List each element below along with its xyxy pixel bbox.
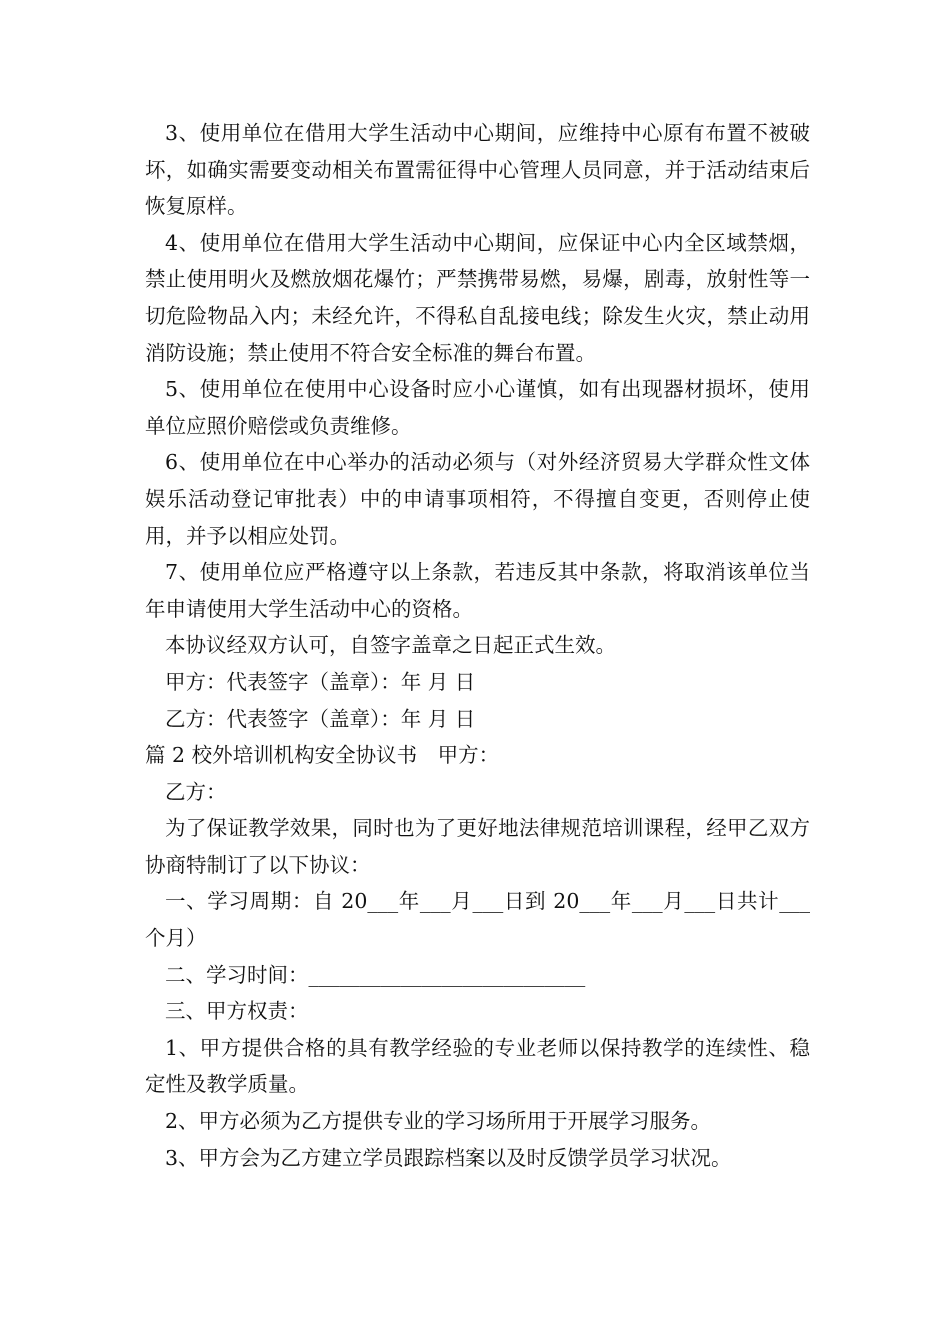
paragraph-study-period: 一、学习周期：自 20___年___月___日到 20___年___月___日共计___个月） <box>145 889 810 951</box>
paragraph-a-item-1: 1、甲方提供合格的具有教学经验的专业老师以保持教学的连续性、稳定性及教学质量。 <box>145 1035 810 1097</box>
paragraph-a-item-3: 3、甲方会为乙方建立学员跟踪档案以及时反馈学员学习状况。 <box>165 1145 732 1170</box>
paragraph-clause-5: 5、使用单位在使用中心设备时应小心谨慎，如有出现器材损坏，使用单位应照价赔偿或负责维修。 <box>145 377 810 438</box>
party-b-line: 乙方： <box>165 779 227 804</box>
paragraph-study-time: 二、学习时间：___________________________ <box>165 962 586 987</box>
section-heading: 篇 2 校外培训机构安全协议书 甲方： <box>145 743 500 768</box>
paragraph-clause-4: 4、使用单位在借用大学生活动中心期间，应保证中心内全区域禁烟，禁止使用明火及燃放烟花爆竹；严禁携带易燃，易爆，剧毒，放射性等一切危险物品入内；未经允许，不得私自乱接电线；除发生火灾，禁止动用消防设施；禁止使用不符合安全标准的舞台布置。 <box>145 230 810 365</box>
paragraph-clause-6: 6、使用单位在中心举办的活动必须与（对外经济贸易大学群众性文体娱乐活动登记审批表）中的申请事项相符，不得擅自变更，否则停止使用，并予以相应处罚。 <box>145 450 810 548</box>
paragraph-party-a-rights: 三、甲方权责： <box>165 999 309 1024</box>
paragraph-preamble: 为了保证教学效果，同时也为了更好地法律规范培训课程，经甲乙双方协商特制订了以下协议： <box>145 816 810 877</box>
paragraph-a-item-2: 2、甲方必须为乙方提供专业的学习场所用于开展学习服务。 <box>165 1109 712 1134</box>
signature-party-a: 甲方：代表签字（盖章）：年 月 日 <box>165 669 476 694</box>
paragraph-effective: 本协议经双方认可，自签字盖章之日起正式生效。 <box>165 633 616 658</box>
paragraph-clause-3: 3、使用单位在借用大学生活动中心期间，应维持中心原有布置不被破坏，如确实需要变动相关布置需征得中心管理人员同意，并于活动结束后恢复原样。 <box>145 121 810 219</box>
paragraph-clause-7: 7、使用单位应严格遵守以上条款，若违反其中条款，将取消该单位当年申请使用大学生活动中心的资格。 <box>145 560 810 621</box>
signature-party-b: 乙方：代表签字（盖章）：年 月 日 <box>165 706 476 731</box>
document-body <box>145 115 810 1176</box>
